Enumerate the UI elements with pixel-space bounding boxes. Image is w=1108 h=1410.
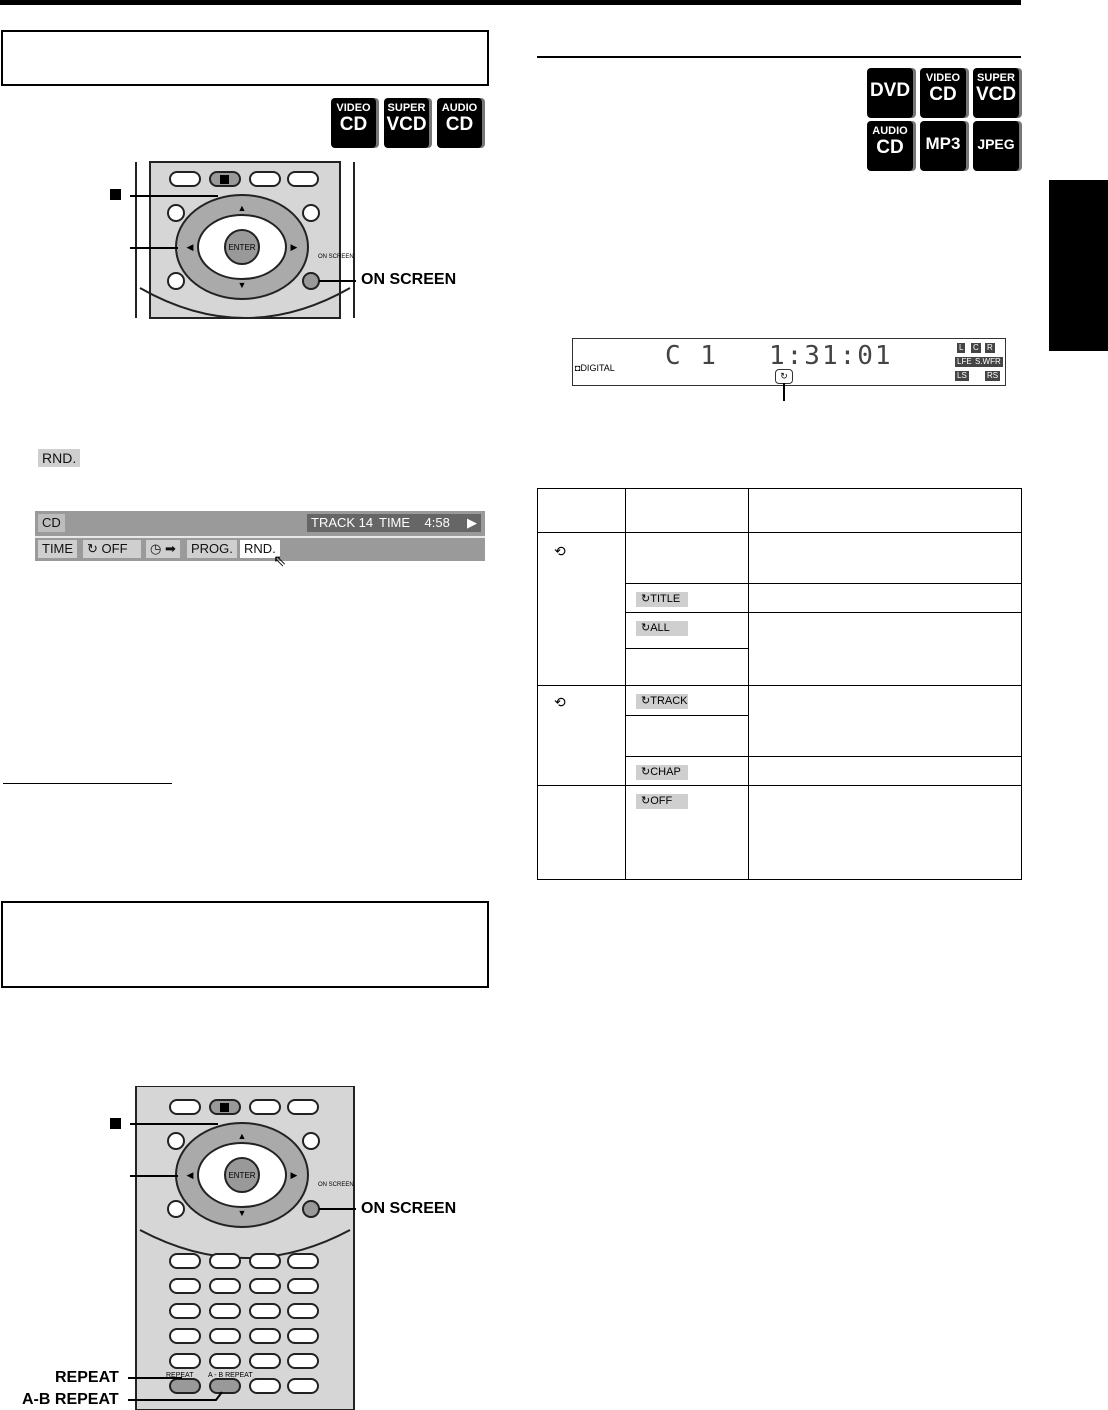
osd-time: TIME 4:58	[375, 514, 463, 532]
mode-all: ↻ALL	[636, 621, 688, 636]
mode-title: ↻TITLE	[636, 592, 688, 607]
stop-symbol-2	[110, 1118, 121, 1129]
disc-badge-mp3: MP3	[920, 121, 966, 171]
section-header-box-2	[1, 901, 489, 988]
disc-badge-audio-cd: AUDIO CD	[437, 98, 482, 148]
svg-text:ON SCREEN: ON SCREEN	[318, 254, 354, 260]
speaker-c: C	[973, 343, 979, 352]
section-header-box	[1, 30, 489, 86]
svg-text:▲: ▲	[237, 1131, 247, 1141]
repeat-callout: REPEAT	[55, 1369, 119, 1386]
ab-repeat-callout: A-B REPEAT	[22, 1391, 119, 1408]
speaker-rs: RS	[987, 371, 999, 380]
osd-menu-repeat[interactable]: ↻ OFF	[83, 540, 141, 558]
remote-illustration	[100, 158, 480, 324]
on-screen-callout: ON SCREEN	[361, 271, 457, 288]
disc-badge-vcd-r: VIDEO CD	[920, 68, 966, 118]
repeat-icon: ⟲	[554, 543, 566, 559]
osd-menu-random[interactable]: RND.	[240, 540, 280, 558]
ab-repeat-button[interactable]	[210, 1379, 240, 1393]
svg-text:ON SCREEN: ON SCREEN	[318, 1182, 354, 1188]
repeat-indicator-icon: ↻	[775, 369, 793, 384]
svg-text:ENTER: ENTER	[228, 1171, 256, 1180]
svg-text:REPEAT: REPEAT	[166, 1372, 194, 1379]
time-readout: 1:31:01	[769, 341, 893, 371]
rnd-chip: RND.	[38, 449, 80, 467]
on-screen-bar	[35, 511, 485, 570]
note-rule	[3, 783, 172, 784]
mode-off: ↻OFF	[636, 794, 688, 809]
mode-chap: ↻CHAP	[636, 765, 688, 780]
top-button-3[interactable]	[250, 172, 280, 186]
speaker-swfr: S.WFR	[975, 357, 1001, 366]
svg-text:▼: ▼	[237, 1208, 247, 1218]
osd-source: CD	[38, 514, 65, 532]
svg-text:◀: ◀	[186, 1170, 194, 1180]
mode-track: ↻TRACK	[636, 694, 688, 709]
disc-badge-audio-cd-r: AUDIO CD	[867, 121, 913, 171]
speaker-lfe: LFE	[957, 357, 972, 366]
disc-badge-jpeg: JPEG	[973, 121, 1019, 171]
section-tab	[1049, 180, 1108, 351]
pointer-icon: ⇖	[273, 553, 287, 570]
svg-text:▶: ▶	[290, 1170, 298, 1180]
on-screen-button-2[interactable]	[303, 1201, 319, 1217]
repeat-button[interactable]	[170, 1379, 200, 1393]
svg-text:▼: ▼	[237, 280, 247, 290]
osd-track: TRACK 14	[307, 514, 377, 532]
osd-menu-program[interactable]: PROG.	[187, 540, 237, 558]
speaker-r: R	[987, 343, 993, 352]
on-screen-button[interactable]	[303, 273, 319, 289]
disc-badge-svcd-r: SUPER VCD	[973, 68, 1019, 118]
remote-illustration-2	[100, 1086, 480, 1410]
osd-menu-time-search[interactable]: ◷ ➡	[146, 540, 180, 558]
indicator-callout-line	[783, 383, 785, 401]
speaker-ls: LS	[957, 371, 967, 380]
chapter-readout: C 1	[665, 341, 718, 371]
disc-badge-svcd: SUPER VCD	[384, 98, 429, 148]
disc-badge-vcd: VIDEO CD	[331, 98, 376, 148]
top-button-4[interactable]	[288, 172, 318, 186]
osd-menu-time[interactable]: TIME	[38, 540, 77, 558]
on-screen-callout-2: ON SCREEN	[361, 1200, 457, 1217]
svg-text:▶: ▶	[290, 242, 298, 252]
repeat-mode-table	[537, 488, 1022, 880]
repeat-icon-2: ⟲	[554, 694, 566, 710]
play-icon: ▶	[463, 514, 481, 532]
dolby-digital-logo: ◘DIGITAL	[575, 363, 615, 373]
stop-symbol	[110, 189, 121, 200]
svg-text:ENTER: ENTER	[228, 243, 256, 252]
speaker-l: L	[959, 343, 964, 352]
svg-text:▲: ▲	[237, 203, 247, 213]
disc-badge-dvd: DVD	[867, 68, 913, 118]
front-panel-display	[572, 338, 1006, 386]
top-rule	[0, 0, 1021, 5]
section-rule	[537, 56, 1021, 58]
svg-text:A - B REPEAT: A - B REPEAT	[208, 1372, 253, 1379]
svg-text:◀: ◀	[186, 242, 194, 252]
top-button-1[interactable]	[170, 172, 200, 186]
